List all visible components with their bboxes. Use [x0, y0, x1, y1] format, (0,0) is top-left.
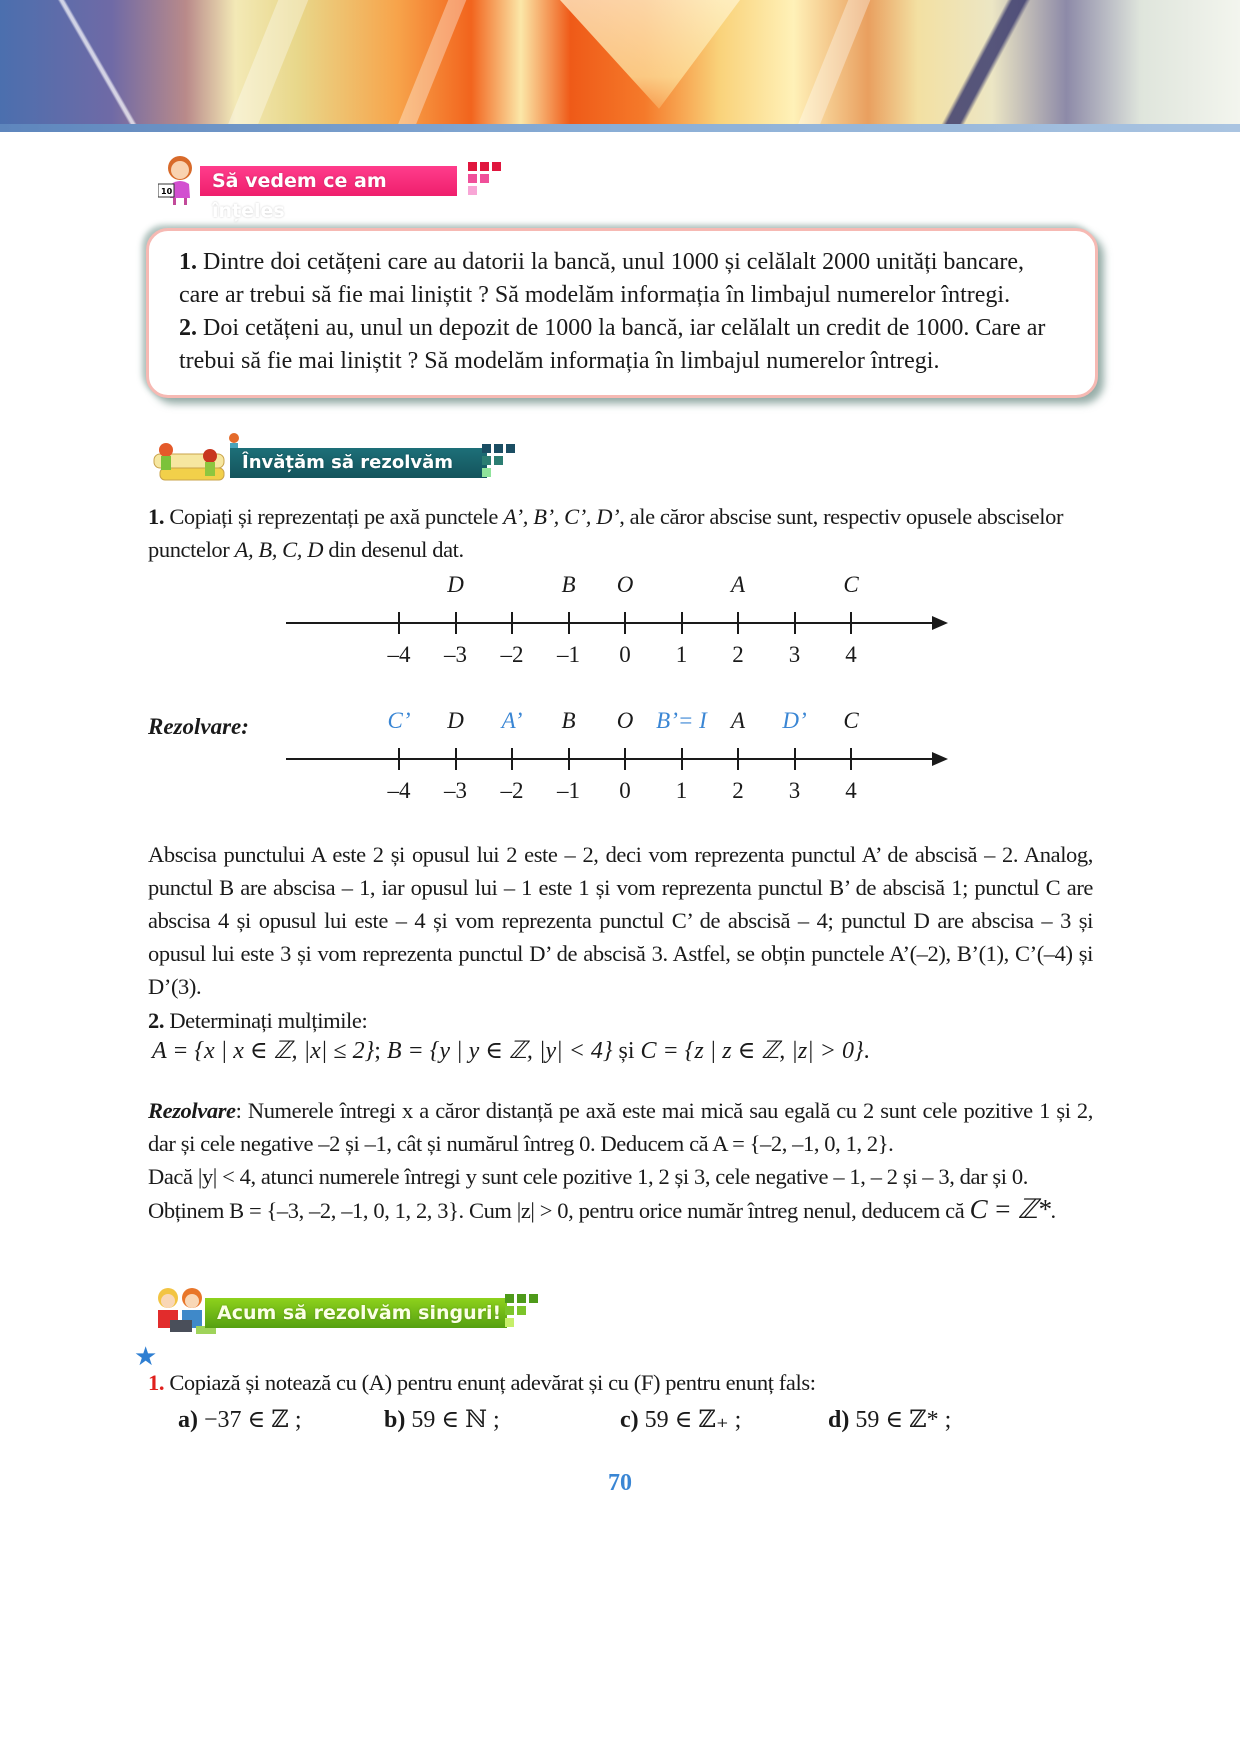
text: Copiați și reprezentați pe axă punctele — [169, 504, 504, 529]
banner-decor — [560, 0, 740, 128]
axis-tick — [511, 748, 513, 770]
axis-tick — [398, 612, 400, 634]
axis-tick — [511, 612, 513, 634]
result-formula: C = ℤ* — [969, 1194, 1051, 1224]
decor-square — [529, 1294, 538, 1303]
decor-square — [468, 162, 477, 171]
decor-square — [482, 444, 491, 453]
decor-square — [505, 1294, 514, 1303]
text: Determinați mulțimile: — [169, 1008, 368, 1033]
set-definitions — [152, 1036, 870, 1065]
tick-label: 1 — [675, 778, 688, 803]
star-icon: ★ — [134, 1342, 158, 1372]
conjunction: și — [618, 1038, 635, 1064]
banner-decor — [380, 0, 479, 128]
axis-tick — [624, 612, 626, 634]
solo-exercise-1 — [148, 1366, 1093, 1399]
exercise-number: 1. — [148, 504, 165, 529]
axis-tick — [850, 612, 852, 634]
decor-square — [506, 444, 515, 453]
solution-label: Rezolvare: — [148, 714, 249, 739]
points-primed: A’, B’, C’, D’ — [503, 504, 620, 529]
point-label: D’ — [782, 708, 807, 733]
point-label: A — [730, 572, 746, 597]
decor-square — [505, 1306, 514, 1315]
axis-tick — [850, 748, 852, 770]
text: Copiază și notează cu (A) pentru enunț adevărat și cu (F) pentru enunț fals: — [169, 1370, 816, 1395]
questions-box — [146, 228, 1098, 398]
text: Obținem B = {–3, –2, –1, 0, 1, 2, 3}. Cum |z| > 0, pentru orice număr întreg nenul, deducem că — [148, 1198, 970, 1223]
point-label: O — [616, 708, 634, 733]
text: : Numerele întregi x a căror distanță pe axă este mai mică sau egală cu 2 sunt cele pozitive 1 și 2, dar și cele negative –2 și –1, cât și numărul întreg 0. Deducem că A = {–2, –1, 0, 1, 2}. — [148, 1098, 1093, 1156]
point-label: A’ — [501, 708, 523, 733]
decor-square — [492, 162, 501, 171]
solution-label: Rezolvare — [148, 1098, 236, 1123]
decor-square — [482, 456, 491, 465]
tick-label: 2 — [732, 778, 744, 803]
exercise-2-statement — [148, 1004, 1093, 1037]
axis-tick — [568, 612, 570, 634]
banner-decor — [780, 0, 883, 128]
tick-label: 3 — [788, 642, 801, 667]
tick-label: 2 — [732, 642, 744, 667]
decor-square — [517, 1294, 526, 1303]
decor-square — [480, 174, 489, 183]
option-expr: 59 ∈ ℤ* ; — [855, 1407, 952, 1433]
exercise-number: 1. — [148, 1370, 165, 1395]
option-c — [620, 1405, 741, 1434]
solution-2-line3 — [148, 1193, 1093, 1227]
point-label: C’ — [387, 708, 411, 733]
question-1 — [179, 246, 1065, 312]
decor-square — [480, 162, 489, 171]
point-label: B — [561, 708, 576, 733]
tick-label: 0 — [619, 778, 631, 803]
decor-square — [517, 1306, 526, 1315]
banner-decor — [210, 0, 321, 128]
set-a: A = {x | x ∈ ℤ, |x| ≤ 2} — [152, 1038, 375, 1064]
axis-tick — [794, 748, 796, 770]
section-header-solo — [150, 1290, 550, 1330]
section-header-understood — [158, 158, 518, 222]
section-title: Să vedem ce am înțeles — [200, 166, 457, 196]
point-label: O — [616, 572, 634, 597]
decor-square — [468, 186, 477, 195]
axis-tick — [624, 748, 626, 770]
solution-2 — [148, 1094, 1093, 1160]
tick-label: 0 — [619, 642, 631, 667]
tick-label: –4 — [387, 778, 411, 803]
axis-tick — [737, 612, 739, 634]
option-b — [384, 1405, 500, 1434]
point-label: A — [730, 708, 746, 733]
text: din desenul dat. — [323, 537, 464, 562]
option-expr: −37 ∈ ℤ ; — [204, 1407, 302, 1433]
section-title: Învățăm să rezolvăm — [230, 448, 487, 478]
point-label: C — [843, 708, 859, 733]
tick-label: –1 — [557, 778, 580, 803]
banner-stripe — [0, 124, 1240, 132]
point-label: B’= I — [656, 708, 707, 733]
decor-square — [494, 456, 503, 465]
option-expr: 59 ∈ ℤ₊ ; — [644, 1407, 742, 1433]
set-c: C = {z | z ∈ ℤ, |z| > 0} — [640, 1038, 864, 1064]
axis-tick — [681, 748, 683, 770]
axis-line — [286, 758, 936, 760]
tick-label: –3 — [444, 642, 467, 667]
tick-label: –2 — [500, 778, 524, 803]
option-label: d) — [828, 1407, 850, 1433]
girl-mascot-icon — [158, 154, 202, 206]
question-number: 1. — [179, 249, 197, 275]
tick-label: 4 — [845, 778, 857, 803]
axis-arrow-icon — [932, 616, 948, 630]
tick-label: 1 — [675, 642, 688, 667]
period: . — [1050, 1198, 1056, 1223]
option-label: a) — [178, 1407, 198, 1433]
axis-tick — [681, 612, 683, 634]
solution-2-line2: Dacă |y| < 4, atunci numerele întregi y sunt cele pozitive 1, 2 și 3, cele negative – 1, – 2 și – 3, dar și 0. — [148, 1164, 1028, 1189]
text: , ale căror abscise sunt, respectiv opusele absciselor punctelor — [148, 504, 1064, 562]
decor-square — [494, 444, 503, 453]
explanation-1: Abscisa punctului A este 2 și opusul lui 2 este – 2, deci vom reprezenta punctul A’ de abscisă – 2. Analog, punctul B are abscisa – 1, iar opusul lui – 1 este 1 și vom reprezenta punctul B’ de abscisă 1; punctul C are abscisa 4 și opusul lui este – 4 și vom reprezenta punctul C’ de abscisă – 4; punctul D are abscisa – 3 și opusul lui este 3 și vom reprezenta punctul D’ de abscisă 3. Astfel, se obțin punctele A’(–2), B’(1), C’(–4) și D’(3). — [148, 842, 1093, 999]
solution-label-text: Rezolvare — [148, 714, 242, 739]
axis-tick — [568, 748, 570, 770]
decor-square — [482, 468, 491, 477]
period: . — [863, 1038, 870, 1064]
decor-square — [468, 174, 477, 183]
axis-tick — [794, 612, 796, 634]
tick-label: –3 — [444, 778, 467, 803]
number-line-solution — [0, 708, 1240, 808]
question-text: Dintre doi cetățeni care au datorii la bancă, unul 1000 și celălalt 2000 unități bancare, care ar trebui să fie mai liniștit ? Să modelăm informația în limbajul numerelor întregi. — [179, 249, 1025, 308]
section-title: Acum să rezolvăm singuri! — [205, 1298, 507, 1328]
axis-line — [286, 622, 936, 624]
option-d — [828, 1405, 951, 1434]
option-label: c) — [620, 1407, 639, 1433]
set-b: B = {y | y ∈ ℤ, |y| < 4} — [386, 1038, 613, 1064]
question-number: 2. — [179, 315, 197, 341]
option-a — [178, 1405, 302, 1434]
point-label: C — [843, 572, 859, 597]
axis-arrow-icon — [932, 752, 948, 766]
axis-tick — [737, 748, 739, 770]
tick-label: –1 — [557, 642, 580, 667]
svg-text:10: 10 — [161, 187, 173, 196]
point-label: D — [447, 572, 464, 597]
axis-tick — [455, 612, 457, 634]
question-2 — [179, 312, 1065, 378]
axis-tick — [398, 748, 400, 770]
option-expr: 59 ∈ ℕ ; — [411, 1407, 500, 1433]
tick-label: 4 — [845, 642, 857, 667]
point-label: D — [447, 708, 464, 733]
number-line-given — [0, 572, 1240, 672]
section-header-learn — [150, 440, 530, 480]
page-number: 70 — [608, 1470, 632, 1496]
exercise-1-statement — [148, 500, 1093, 566]
option-label: b) — [384, 1407, 406, 1433]
points: A, B, C, D — [234, 537, 324, 562]
exercise-number: 2. — [148, 1008, 165, 1033]
tick-label: –4 — [387, 642, 411, 667]
tick-label: 3 — [788, 778, 801, 803]
tick-label: –2 — [500, 642, 524, 667]
question-text: Doi cetățeni au, unul un depozit de 1000 la bancă, iar celălalt un credit de 1000. Care ar trebui să fie mai liniștit ? Să modelăm informația în limbajul numerelor întregi. — [179, 315, 1046, 374]
header-banner-image — [0, 0, 1240, 128]
axis-tick — [455, 748, 457, 770]
separator: ; — [374, 1038, 381, 1064]
point-label: B — [561, 572, 576, 597]
decor-square — [505, 1318, 514, 1327]
